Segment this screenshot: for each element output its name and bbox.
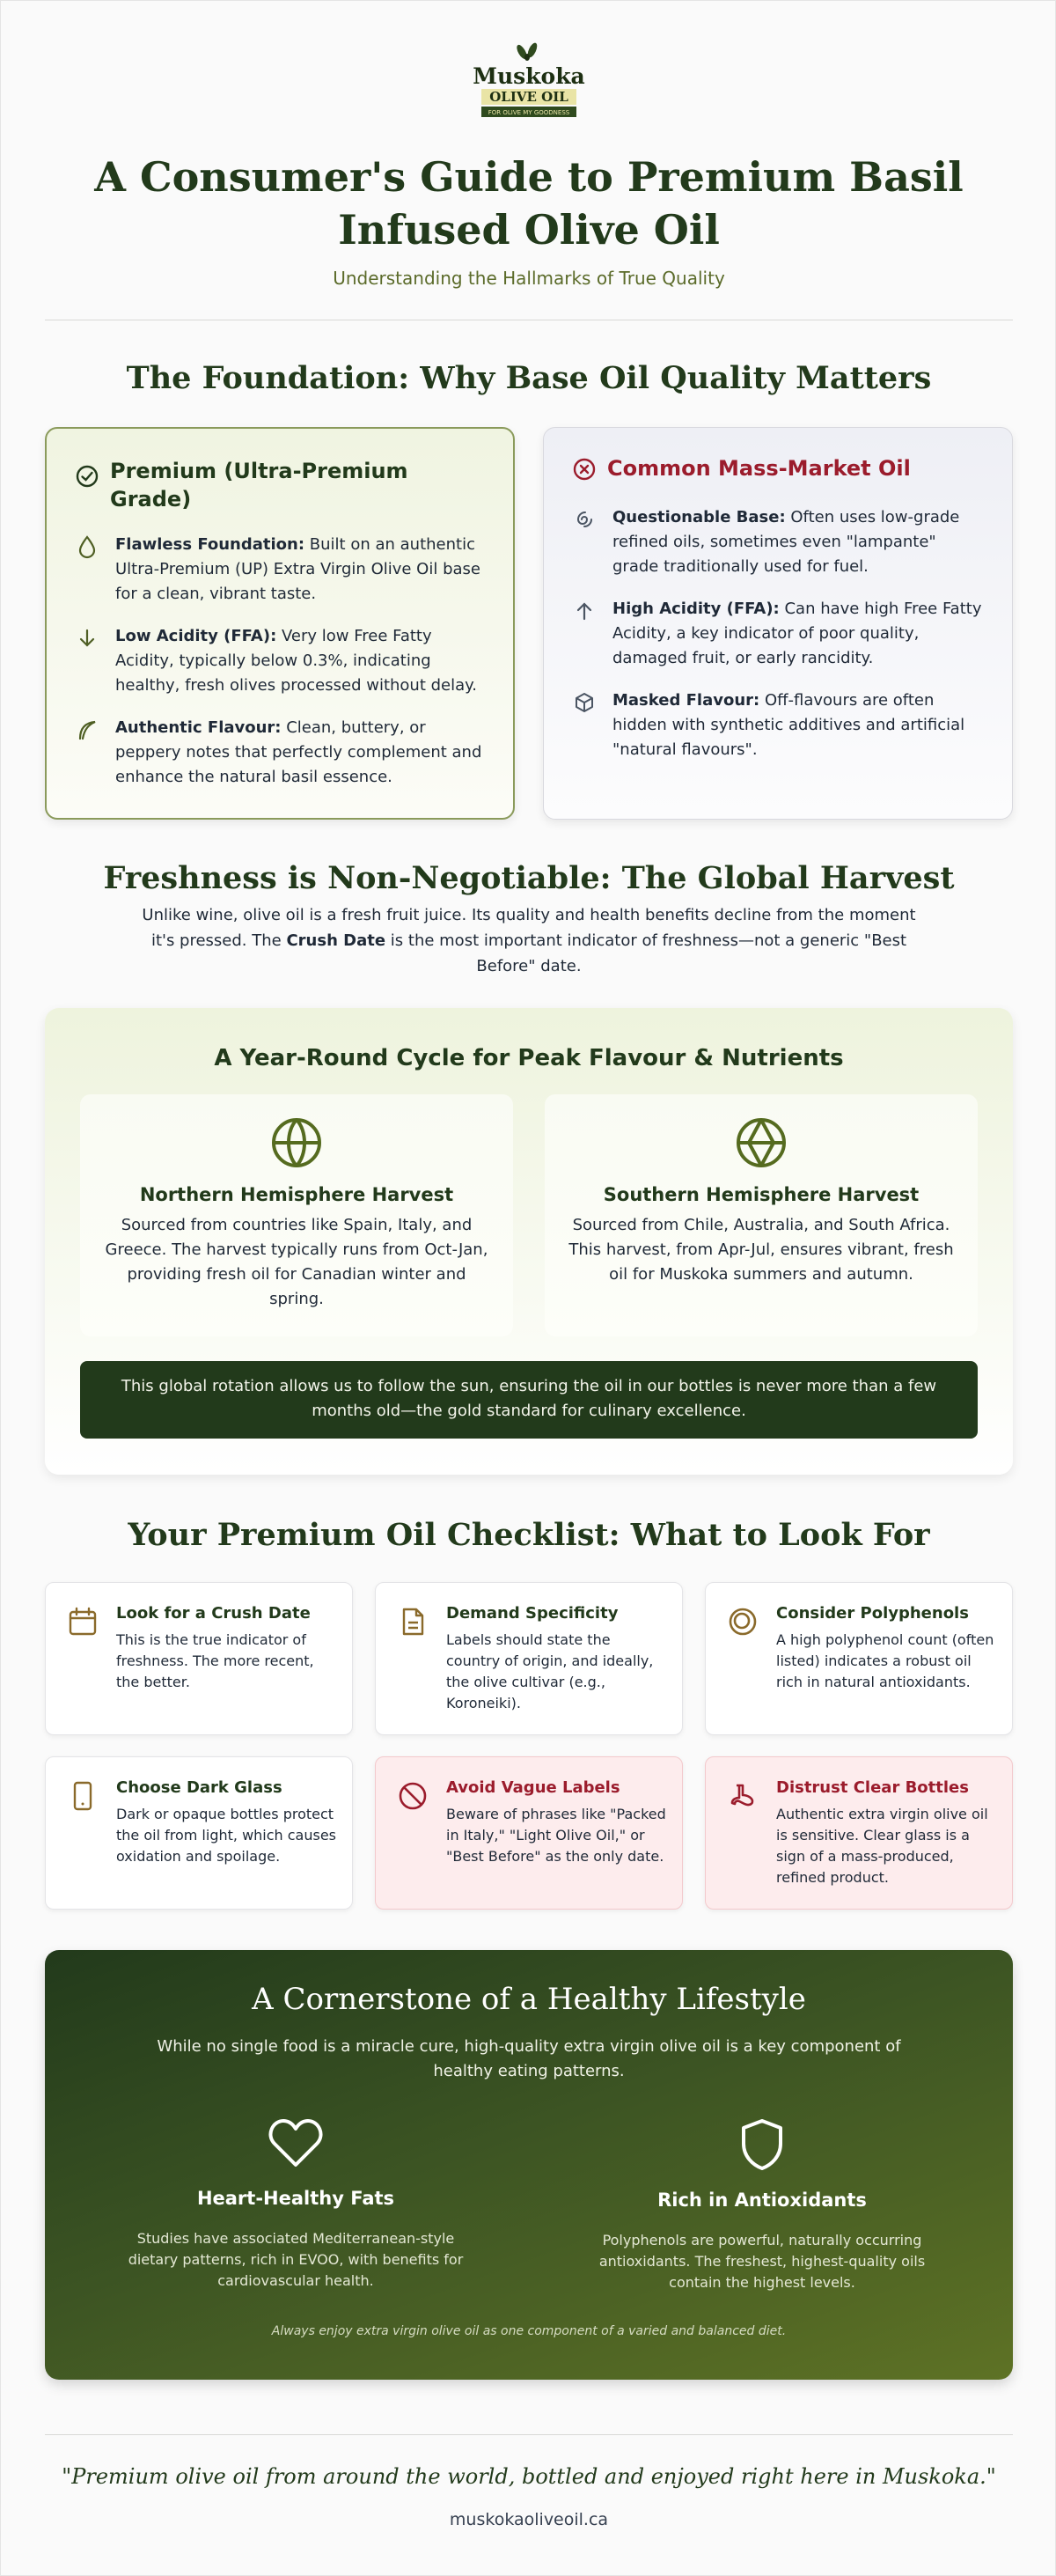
item-label: Low Acidity (FFA):	[115, 627, 277, 645]
brand-logo	[473, 45, 585, 126]
southern-harvest-title: Southern Hemisphere Harvest	[603, 1184, 920, 1205]
list-item	[75, 533, 488, 607]
x-circle-icon	[572, 454, 597, 485]
page-subtitle: Understanding the Hallmarks of True Quality	[333, 268, 725, 289]
document-icon	[397, 1606, 429, 1641]
globe-icon	[735, 1116, 788, 1173]
divider	[45, 2434, 1013, 2435]
benefit-heart	[89, 2117, 502, 2292]
item-text: Clean, buttery, or peppery notes that perfectly complement and enhance the natural basil essence.	[115, 718, 482, 786]
harvest-panel	[45, 1008, 1013, 1475]
heart-icon	[89, 2117, 502, 2174]
leaf-icon	[75, 716, 99, 790]
harvest-banner: This global rotation allows us to follow the sun, ensuring the oil in our bottles is never more than a few months old—the gold standard for culinary excellence.	[80, 1361, 978, 1439]
check-circle-icon	[75, 457, 99, 492]
southern-harvest-card	[545, 1094, 978, 1336]
globe-icon	[270, 1116, 323, 1173]
checklist-card-title: Consider Polyphenols	[776, 1604, 969, 1623]
item-text: Off-flavours are often hidden with synthetic additives and artificial "natural flavours".	[612, 691, 965, 759]
arrow-down-icon	[75, 624, 99, 698]
checklist-card-text: Labels should state the country of origin, and ideally, the olive cultivar (e.g., Koroneiki).	[446, 1631, 654, 1711]
checklist-card-text: Authentic extra virgin olive oil is sensitive. Clear glass is a sign of a mass-produced, refined product.	[776, 1806, 988, 1886]
health-title: A Cornerstone of a Healthy Lifestyle	[252, 1982, 806, 2017]
checklist-card-title: Distrust Clear Bottles	[776, 1778, 969, 1797]
list-item	[572, 505, 986, 579]
item-label: Questionable Base:	[612, 508, 786, 526]
checklist-card-clear-bottles	[705, 1756, 1013, 1910]
calendar-icon	[67, 1606, 99, 1641]
list-item	[572, 597, 986, 671]
checklist-card-title: Choose Dark Glass	[116, 1778, 282, 1797]
mass-market-card	[543, 427, 1013, 820]
item-label: Masked Flavour:	[612, 691, 760, 710]
item-label: Authentic Flavour:	[115, 718, 282, 737]
benefit-text: Polyphenols are powerful, naturally occurring antioxidants. The freshest, highest-quality oils contain the highest levels.	[598, 2232, 926, 2291]
mass-card-title: Common Mass-Market Oil	[607, 456, 911, 481]
item-text: Often uses low-grade refined oils, sometimes even "lampante" grade traditionally used for fuel.	[612, 508, 960, 576]
olive-rings-icon	[727, 1606, 759, 1641]
item-text: Can have high Free Fatty Acidity, a key indicator of poor quality, damaged fruit, or early rancidity.	[612, 600, 982, 667]
item-label: High Acidity (FFA):	[612, 600, 780, 618]
list-item	[75, 624, 488, 698]
benefit-title: Heart-Healthy Fats	[196, 2188, 395, 2209]
svg-text:OLIVE OIL: OLIVE OIL	[489, 89, 568, 105]
benefit-title: Rich in Antioxidants	[657, 2190, 867, 2211]
page-title: A Consumer's Guide to Premium Basil Infused Olive Oil	[94, 153, 964, 254]
bottle-icon	[67, 1780, 99, 1815]
spiral-icon	[572, 505, 597, 579]
item-label: Flawless Foundation:	[115, 535, 305, 554]
health-intro: While no single food is a miracle cure, high-quality extra virgin olive oil is a key component of healthy eating patterns.	[157, 2037, 901, 2080]
freshness-title: Freshness is Non-Negotiable: The Global Harvest	[103, 860, 955, 896]
health-disclaimer: Always enjoy extra virgin olive oil as one component of a varied and balanced diet.	[271, 2324, 787, 2338]
item-text: Built on an authentic Ultra-Premium (UP) Extra Virgin Olive Oil base for a clean, vibrant taste.	[115, 535, 480, 603]
checklist-card-crush-date	[45, 1582, 353, 1735]
checklist-card-text: Dark or opaque bottles protect the oil from light, which causes oxidation and spoilage.	[116, 1806, 337, 1865]
item-text: Very low Free Fatty Acidity, typically below 0.3%, indicating healthy, fresh olives processed without delay.	[115, 627, 477, 695]
svg-text:FOR OLIVE MY GOODNESS: FOR OLIVE MY GOODNESS	[488, 109, 570, 116]
benefit-antioxidants	[555, 2117, 969, 2293]
footer-quote: "Premium olive oil from around the world, bottled and enjoyed right here in Muskoka."	[62, 2464, 996, 2489]
freshness-intro: Unlike wine, olive oil is a fresh fruit juice. Its quality and health benefits decline from the moment it's pressed. The Crush Date is the most important indicator of freshness—not a generic "Best Before" date.	[142, 906, 916, 975]
list-item	[75, 716, 488, 790]
checklist-card-vague-labels	[375, 1756, 683, 1910]
cube-icon	[572, 688, 597, 762]
foundation-title: The Foundation: Why Base Oil Quality Matters	[126, 360, 932, 396]
arrow-up-icon	[572, 597, 597, 671]
checklist-card-dark-glass	[45, 1756, 353, 1910]
checklist-card-title: Look for a Crush Date	[116, 1604, 311, 1623]
northern-harvest-card	[80, 1094, 513, 1336]
premium-card	[45, 427, 515, 820]
northern-harvest-text: Sourced from countries like Spain, Italy, and Greece. The harvest typically runs from Oct-Jan, providing fresh oil for Canadian winter and spring.	[105, 1216, 488, 1308]
droplet-icon	[75, 533, 99, 607]
checklist-card-text: A high polyphenol count (often listed) indicates a robust oil rich in natural antioxidants.	[776, 1631, 994, 1690]
list-item	[572, 688, 986, 762]
premium-card-title: Premium (Ultra-Premium Grade)	[110, 459, 408, 512]
checklist-card-title: Demand Specificity	[446, 1604, 619, 1623]
footer-website[interactable]: muskokaoliveoil.ca	[449, 2510, 609, 2529]
checklist-card-text: This is the true indicator of freshness. The more recent, the better.	[116, 1631, 314, 1690]
checklist-title: Your Premium Oil Checklist: What to Look For	[128, 1517, 930, 1553]
checklist-card-title: Avoid Vague Labels	[446, 1778, 620, 1797]
benefit-text: Studies have associated Mediterranean-style dietary patterns, rich in EVOO, with benefits for cardiovascular health.	[128, 2230, 464, 2289]
health-panel	[45, 1950, 1013, 2380]
svg-text:Muskoka: Muskoka	[473, 63, 585, 89]
checklist-card-specificity	[375, 1582, 683, 1735]
checklist-card-polyphenols	[705, 1582, 1013, 1735]
prohibited-icon	[397, 1780, 429, 1815]
northern-harvest-title: Northern Hemisphere Harvest	[139, 1184, 454, 1205]
checklist-card-text: Beware of phrases like "Packed in Italy," "Light Olive Oil," or "Best Before" as the only date.	[446, 1806, 666, 1865]
shield-icon	[555, 2117, 969, 2175]
southern-harvest-text: Sourced from Chile, Australia, and South Africa. This harvest, from Apr-Jul, ensures vibrant, fresh oil for Muskoka summers and autumn.	[568, 1216, 954, 1284]
flask-icon	[727, 1780, 759, 1815]
harvest-panel-title: A Year-Round Cycle for Peak Flavour & Nutrients	[214, 1045, 844, 1071]
